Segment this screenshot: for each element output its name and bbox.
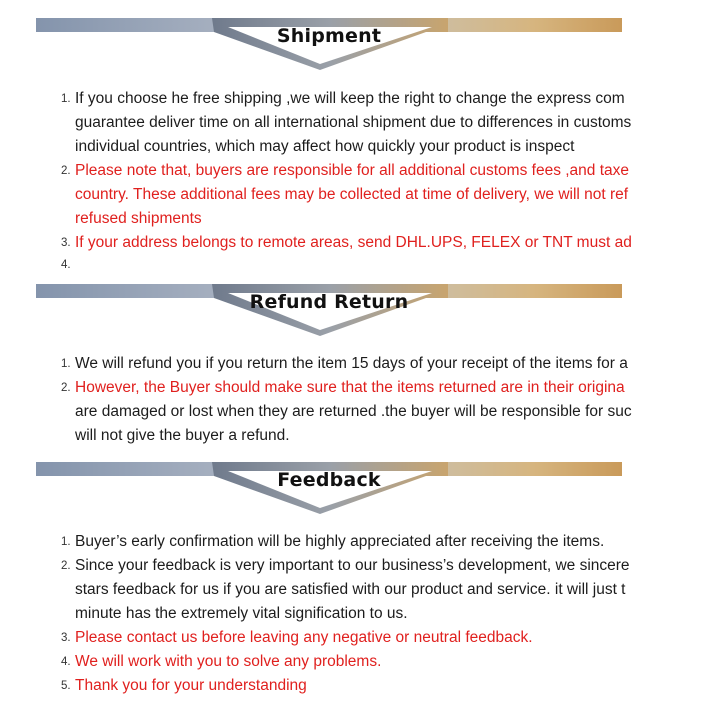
item-text xyxy=(75,255,643,275)
item-text: will not give the buyer a refund. xyxy=(75,427,290,444)
item-number: 4. xyxy=(61,259,71,271)
item-number: 5. xyxy=(61,680,71,692)
item-text: Please note that, buyers are responsible for all additional customs fees ,and taxe xyxy=(75,162,630,179)
shipment-list xyxy=(0,87,643,275)
item-number: 2. xyxy=(61,382,71,394)
item-number: 4. xyxy=(61,656,71,668)
item-text: If your address belongs to remote areas, send DHL.UPS, FELEX or TNT must ad xyxy=(75,234,632,251)
list-item xyxy=(0,626,643,650)
item-number: 1. xyxy=(61,536,71,548)
refund-return-list xyxy=(0,352,643,448)
item-text: Thank you for your understanding xyxy=(75,677,307,694)
list-item xyxy=(0,87,643,159)
shipment-banner xyxy=(36,18,622,70)
item-text: are damaged or lost when they are returned .the buyer will be responsible for suc xyxy=(75,403,632,420)
item-text: If you choose he free shipping ,we will keep the right to change the express com xyxy=(75,90,625,107)
list-item xyxy=(0,650,643,674)
list-item-continuation xyxy=(0,400,643,448)
item-text: Please contact us before leaving any negative or neutral feedback. xyxy=(75,629,533,646)
refund-return-banner xyxy=(36,284,622,336)
item-text: refused shipments xyxy=(75,210,202,227)
item-text: country. These additional fees may be collected at time of delivery, we will not ref xyxy=(75,186,629,203)
section-title: Shipment xyxy=(276,25,382,47)
list-item xyxy=(0,376,643,400)
list-item xyxy=(0,255,643,275)
section-title: Refund Return xyxy=(249,291,409,313)
feedback-banner xyxy=(36,462,622,514)
item-number: 1. xyxy=(61,358,71,370)
item-text: We will work with you to solve any problems. xyxy=(75,653,382,670)
item-text: However, the Buyer should make sure that the items returned are in their origina xyxy=(75,379,625,396)
list-item xyxy=(0,554,643,626)
item-number: 1. xyxy=(61,93,71,105)
section-title: Feedback xyxy=(277,469,381,491)
item-text: minute has the extremely vital signification to us. xyxy=(75,605,408,622)
item-text: guarantee deliver time on all international shipment due to differences in customs xyxy=(75,114,632,131)
list-item xyxy=(0,159,643,231)
list-item xyxy=(0,530,643,554)
item-text: stars feedback for us if you are satisfied with our product and service. it will just t xyxy=(75,581,626,598)
list-item xyxy=(0,674,643,698)
item-text: Since your feedback is very important to our business’s development, we sincere xyxy=(75,557,630,574)
feedback-list xyxy=(0,530,643,698)
list-item xyxy=(0,352,643,376)
list-item xyxy=(0,231,643,255)
item-text: We will refund you if you return the item 15 days of your receipt of the items for a xyxy=(75,355,628,372)
item-text: Buyer’s early confirmation will be highly appreciated after receiving the items. xyxy=(75,533,605,550)
item-number: 3. xyxy=(61,632,71,644)
item-number: 2. xyxy=(61,560,71,572)
item-text: individual countries, which may affect how quickly your product is inspect xyxy=(75,138,575,155)
item-number: 2. xyxy=(61,165,71,177)
item-number: 3. xyxy=(61,237,71,249)
